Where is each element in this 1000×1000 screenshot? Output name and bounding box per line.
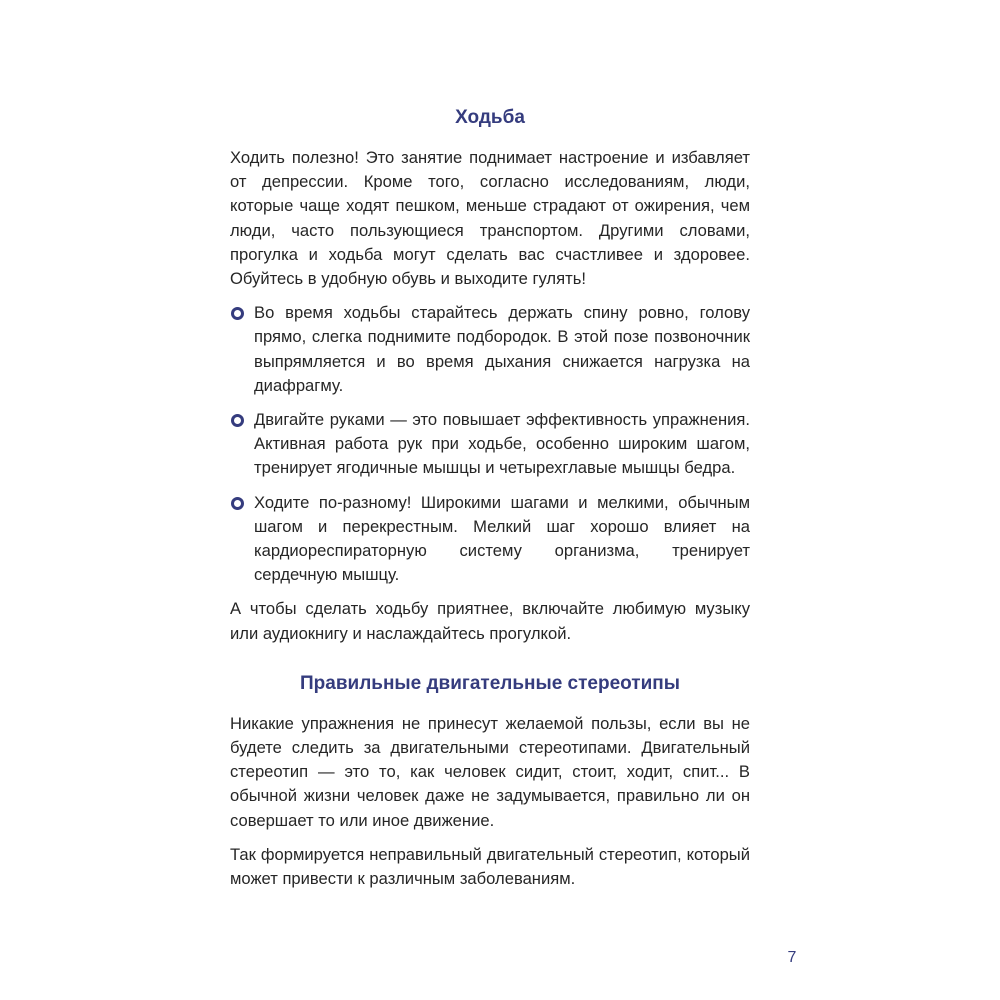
section-title-stereotypes: Правильные двигательные стереотипы <box>300 672 680 694</box>
stereotypes-paragraph: Так формируется неправильный двигательный стереотип, который может привести к различным заболеваниям. <box>230 844 750 889</box>
walking-tips-list <box>230 301 750 587</box>
ring-bullet-icon <box>231 497 244 510</box>
section-title-walking: Ходьба <box>455 107 525 128</box>
list-item-text: Двигайте руками — это повышает эффективность упражнения. Активная работа рук при ходьбе, особенно широким шагом, тренирует ягодичные мышцы и четырехглавые мышцы бедра. <box>254 410 750 478</box>
list-item <box>230 491 750 588</box>
walking-intro-paragraph: Ходить полезно! Это занятие поднимает настроение и избавляет от депрессии. Кроме того, согласно исследованиям, люди, которые чаще ходят пешком, меньше страдают от ожирения, чем люди, часто пользующиеся транспортом. Другими словами, прогулка и ходьба могут сделать вас счастливее и здоровее. Обуйтесь в удобную обувь и выходите гулять! <box>230 148 750 289</box>
ring-bullet-icon <box>231 414 244 427</box>
page-number: 7 <box>787 949 797 966</box>
ring-bullet-icon <box>231 307 244 320</box>
stereotypes-paragraph: Никакие упражнения не принесут желаемой пользы, если вы не будете следить за двигательными стереотипами. Двигательный стереотип — это то, как человек сидит, стоит, ходит, спит... В обычной жизни человек даже не задумывается, правильно ли он совершает то или иное движение. <box>230 713 750 830</box>
walking-outro-paragraph: А чтобы сделать ходьбу приятнее, включайте любимую музыку или аудиокнигу и наслаждайтесь прогулкой. <box>230 599 750 643</box>
list-item <box>230 301 750 398</box>
page-content <box>230 104 750 901</box>
list-item-text: Ходите по-разному! Широкими шагами и мелкими, обычным шагом и перекрестным. Мелкий шаг хорошо влияет на кардиореспираторную систему организма, тренирует сердечную мышцу. <box>254 492 750 585</box>
list-item-text: Во время ходьбы старайтесь держать спину ровно, голову прямо, слегка поднимите подбородок. В этой позе позвоночник выпрямляется и во время дыхания снижается нагрузка на диафрагму. <box>254 303 750 395</box>
list-item <box>230 408 750 481</box>
